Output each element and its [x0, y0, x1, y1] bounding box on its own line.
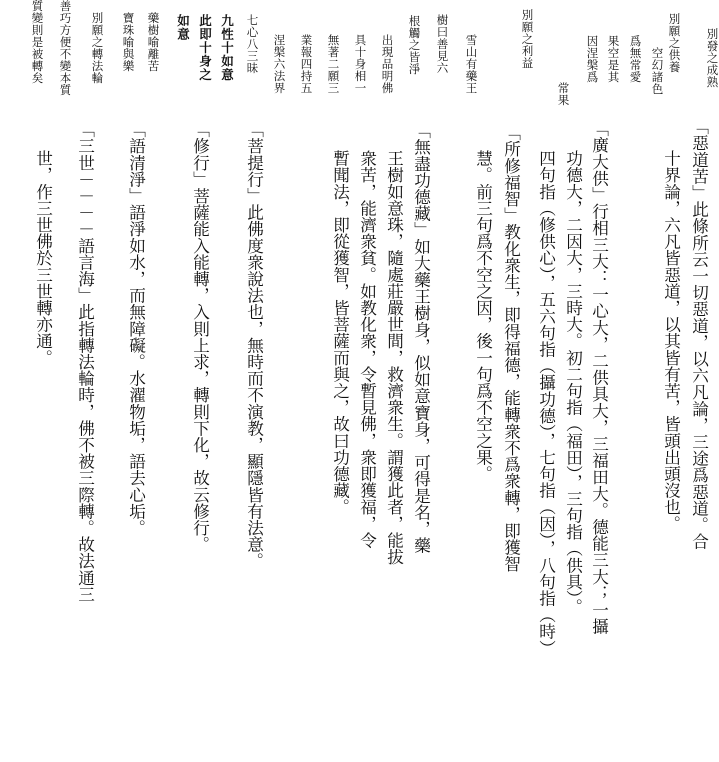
body-column: 王樹如意珠，隨處莊嚴世間，救濟衆生。謂獲此者，能拔: [384, 150, 404, 565]
body-column: 十界論，六凡皆惡道，以其皆有苦，皆頭出頭沒也。: [661, 150, 681, 532]
margin-note: 空幻諸色: [650, 47, 665, 95]
margin-note: 七心八三昧: [245, 14, 260, 74]
margin-note: 業報四持五: [299, 34, 314, 94]
margin-note: 九性十如意: [219, 14, 235, 82]
body-column: 「三世－－－－語言海」此指轉法輪時，佛不被三際轉。故法通三: [75, 121, 95, 603]
body-column: 「惡道苦」此條所云一切惡道，以六凡論，三途爲惡道。合: [689, 118, 709, 550]
margin-note: 雪山有藥王: [464, 34, 479, 94]
margin-note: 如意: [175, 14, 191, 41]
margin-note: 寶珠喻與樂: [121, 12, 136, 72]
margin-note: 涅槃六法界: [272, 34, 287, 94]
margin-note: 樹曰善見六: [435, 14, 450, 74]
margin-note: 此即十身之: [197, 14, 213, 82]
margin-note: 別願之供養: [667, 13, 682, 73]
margin-note: 別發之成熟: [705, 28, 719, 88]
margin-note: 別願之利益: [520, 9, 535, 69]
margin-note: 出現品明佛: [380, 34, 395, 94]
margin-note: 根觸之皆淨: [407, 15, 422, 75]
body-column: 「菩提行」此佛度衆說法也，無時而不演教，顯隱皆有法意。: [244, 121, 264, 570]
body-column: 衆苦，能濟衆貧。如教化衆，令暫見佛，衆即獲福，令: [357, 150, 377, 549]
margin-note: 因涅槃爲: [585, 35, 600, 83]
margin-note: 常果: [556, 82, 571, 106]
margin-note: 善巧方便不變本質: [58, 0, 73, 96]
margin-note: 無著二願三: [326, 34, 341, 94]
margin-note: 爲無常愛: [628, 35, 643, 83]
margin-note: 藥樹喻離苦: [146, 12, 161, 72]
margin-note: 果空是其: [606, 35, 621, 83]
body-column: 「所修福智」教化衆生，即得福德，能轉衆不爲衆轉，即獲智: [501, 124, 521, 573]
margin-note: 具十身相一: [353, 34, 368, 94]
margin-note: 別願之轉法輪: [90, 12, 105, 84]
body-column: 「無盡功德藏」如大藥王樹身，似如意寶身，可得是名，藥: [411, 122, 431, 554]
body-column: 「語清淨」語淨如水，而無障礙。水濯物垢，語去心垢。: [126, 121, 146, 536]
body-column: 功德大，二因大，三時大。初二句指（福田），三句指（供具）。: [563, 150, 583, 615]
body-column: 四句指（修供心），五六句指（攝功德），七句指（因），八句指（時）: [536, 150, 556, 657]
body-column: 「修行」菩薩能入能轉，入則上求，轉則下化，故云修行。: [190, 121, 210, 553]
body-column: 慧。前三句爲不空之因，後一句爲不空之果。: [473, 150, 493, 482]
body-column: 「廣大供」行相三大：一心大，二供具大，三福田大。德能三大；一攝: [589, 120, 609, 635]
margin-note: 質變則是被轉矣: [30, 0, 45, 84]
body-column: 暫聞法，即從獲智，皆菩薩而與之，故曰功德藏。: [330, 150, 350, 516]
body-column: 世，作三世佛於三世轉亦通。: [33, 150, 53, 366]
